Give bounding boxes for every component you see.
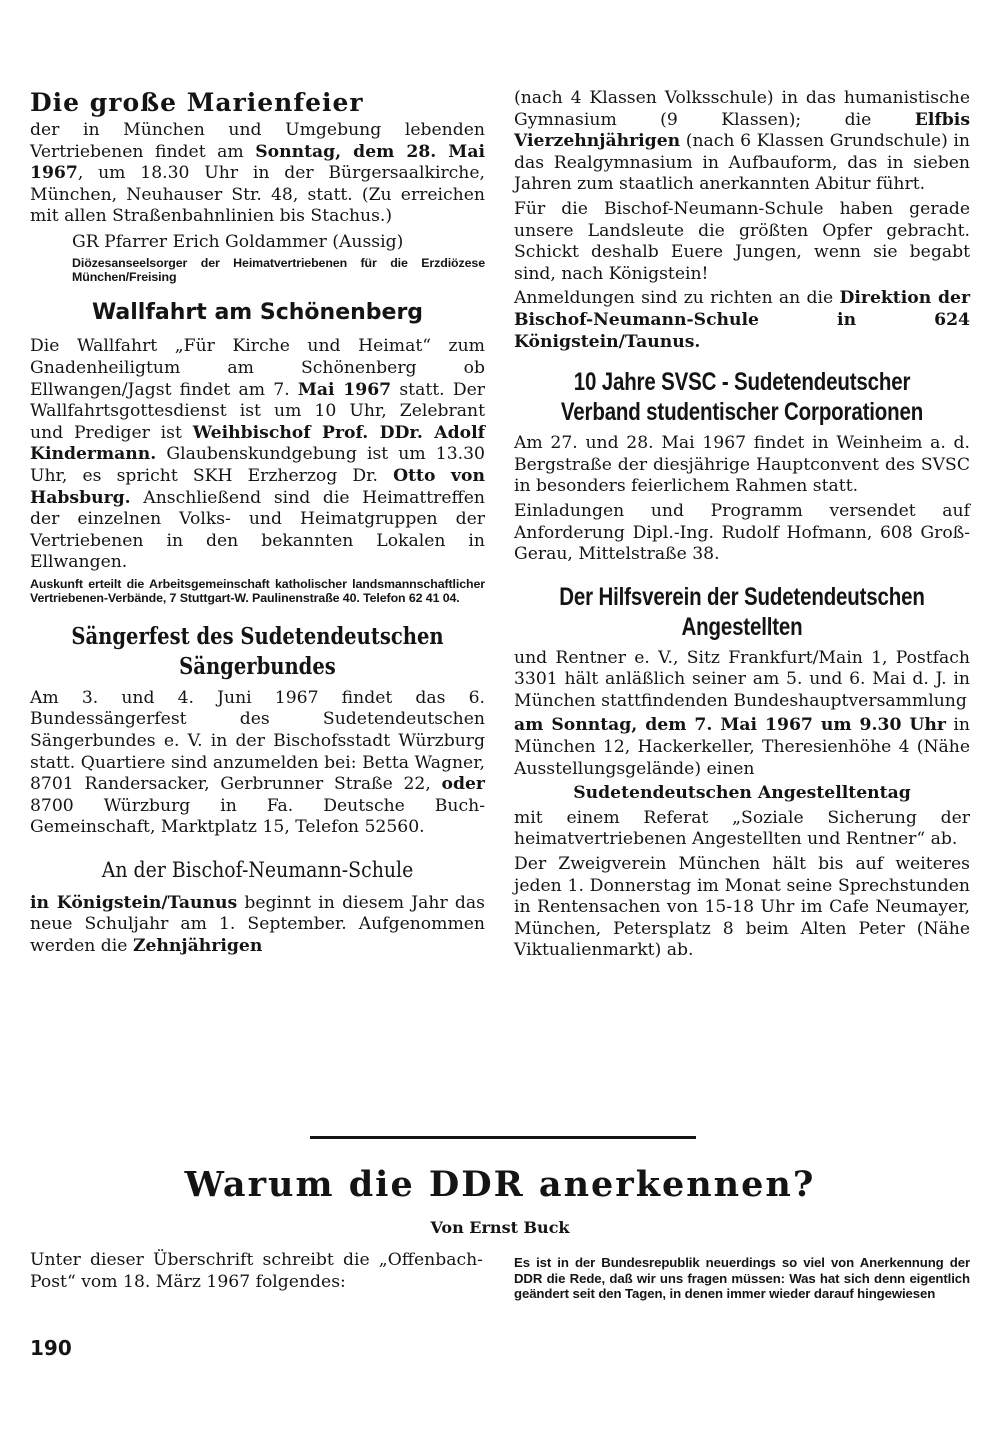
marienfeier-signature: GR Pfarrer Erich Goldammer (Aussig) xyxy=(72,231,404,252)
hilfsverein-office-hours: Der Zweigverein München hält bis auf weiteres jeden 1. Donnerstag im Monat seine Sprechstunden in Rentensachen von 15-18 Uhr im Cafe Neumayer, München, Petersplatz 8 beim Alten Peter (Nähe Viktualienmarkt) ab. xyxy=(514,854,970,961)
hilfsverein-date: am Sonntag, dem 7. Mai 1967 um 9.30 Uhr in München 12, Hackerkeller, Theresienhöhe 4 (Nähe Ausstellungsgelände) einen xyxy=(514,715,970,779)
wallfahrt-note: Auskunft erteilt die Arbeitsgemeinschaft katholischer landsmannschaftlicher Vertriebenen-Verbände, 7 Stuttgart-W. Paulinenstraße 40. Telefon 62 41 04. xyxy=(30,576,485,606)
ddr-article-intro xyxy=(30,1250,483,1296)
saengerfest-heading: Sängerfest des Sudetendeutschen Sängerbundes xyxy=(71,622,444,680)
ddr-article-quote-text: Es ist in der Bundesrepublik neuerdings so viel von Anerkennung der DDR die Rede, daß wir uns fragen müssen: Was hat sich denn eigentlich geändert seit den Tagen, in denen immer wieder darauf hingewiesen xyxy=(514,1255,970,1302)
bischof-neumann-registration: Anmeldungen sind zu richten an die Direktion der Bischof-Neumann-Schule in 624 Königstein/Taunus. xyxy=(514,288,971,352)
wallfahrt-text: Die Wallfahrt „Für Kirche und Heimat“ zum Gnadenheiligtum am Schönenberg ob Ellwangen/Jagst findet am 7. Mai 1967 statt. Der Wallfahrtsgottesdienst ist um 10 Uhr, Zelebrant und Prediger ist Weihbischof Prof. DDr. Adolf Kindermann. Glaubenskundgebung ist um 13.30 Uhr, es spricht SKH Erzherzog Dr. Otto von Habsburg. Anschließend sind die Heimattreffen der einzelnen Volks- und Heimatgruppen der Vertriebenen in den bekannten Lokalen in Ellwangen. xyxy=(30,336,486,573)
hilfsverein-text: und Rentner e. V., Sitz Frankfurt/Main 1, Postfach 3301 hält anläßlich seiner am 5. und 6. Mai d. J. in München stattfindenden Bundeshauptversammlung xyxy=(514,647,970,711)
bischof-neumann-continued: (nach 4 Klassen Volksschule) in das humanistische Gymnasium (9 Klassen); die Elfbis Vierzehnjährigen (nach 6 Klassen Grundschule) in das Realgymnasium in Aufbauform, das in sieben Jahren zum staatlich anerkannten Abitur führt. xyxy=(514,88,970,195)
hilfsverein-lecture: mit einem Referat „Soziale Sicherung der heimatvertriebenen Angestellten und Rentner“ ab. xyxy=(514,807,970,850)
left-column xyxy=(30,88,485,961)
saengerfest-text: Am 3. und 4. Juni 1967 findet das 6. Bundessängerfest des Sudetendeutschen Sängerbundes e. V. in der Bischofsstadt Würzburg statt. Quartiere sind anzumelden bei: Betta Wagner, 8701 Randersacker, Gerbrunner Straße 22, oder 8700 Würzburg in Fa. Deutsche Buch-Gemeinschaft, Marktplatz 15, Telefon 52560. xyxy=(30,687,485,838)
bischof-neumann-appeal: Für die Bischof-Neumann-Schule haben gerade unsere Landsleute die größten Opfer gebracht. Schickt deshalb Euere Jungen, wenn sie begabt sind, nach Königstein! xyxy=(514,198,970,284)
hilfsverein-event-name: Sudetendeutschen Angestelltentag xyxy=(573,783,911,804)
page-number: 190 xyxy=(30,1336,72,1360)
svsc-invitation: Einladungen und Programm versendet auf Anforderung Dipl.-Ing. Rudolf Hofmann, 608 Groß-Gerau, Mittelstraße 38. xyxy=(514,500,970,565)
bischof-neumann-heading: An der Bischof-Neumann-Schule xyxy=(101,857,414,882)
ddr-article-byline: Von Ernst Buck xyxy=(430,1218,570,1237)
svsc-heading: 10 Jahre SVSC - Sudetendeutscher Verband studentischer Corporationen xyxy=(560,368,924,427)
ddr-article-intro-text: Unter dieser Überschrift schreibt die „Offenbach-Post“ vom 18. März 1967 folgendes: xyxy=(30,1250,483,1292)
ddr-article-quote xyxy=(514,1255,970,1305)
marienfeier-text: der in München und Umgebung lebenden Vertriebenen findet am Sonntag, dem 28. Mai 1967, um 18.30 Uhr in der Bürgersaalkirche, München, Neuhauser Str. 48, statt. (Zu erreichen mit allen Straßenbahnlinien bis Stachus.) xyxy=(30,120,485,227)
marienfeier-heading: Die große Marienfeier xyxy=(30,88,364,117)
marienfeier-note: Diözesanseelsorger der Heimatvertriebenen für die Erzdiözese München/Freising xyxy=(72,255,485,284)
right-column xyxy=(514,88,970,965)
wallfahrt-heading: Wallfahrt am Schönenberg xyxy=(91,300,424,326)
section-divider xyxy=(310,1136,696,1139)
hilfsverein-heading: Der Hilfsverein der Sudetendeutschen Angestellten xyxy=(559,582,925,641)
svsc-text: Am 27. und 28. Mai 1967 findet in Weinheim a. d. Bergstraße der diesjährige Hauptconvent des SVSC in besonders feierlichem Rahmen statt. xyxy=(514,433,970,497)
ddr-article-title: Warum die DDR anerkennen? xyxy=(184,1164,816,1205)
bischof-neumann-text: in Königstein/Taunus beginnt in diesem Jahr das neue Schuljahr am 1. September. Aufgenommen werden die Zehnjährigen xyxy=(30,892,485,957)
